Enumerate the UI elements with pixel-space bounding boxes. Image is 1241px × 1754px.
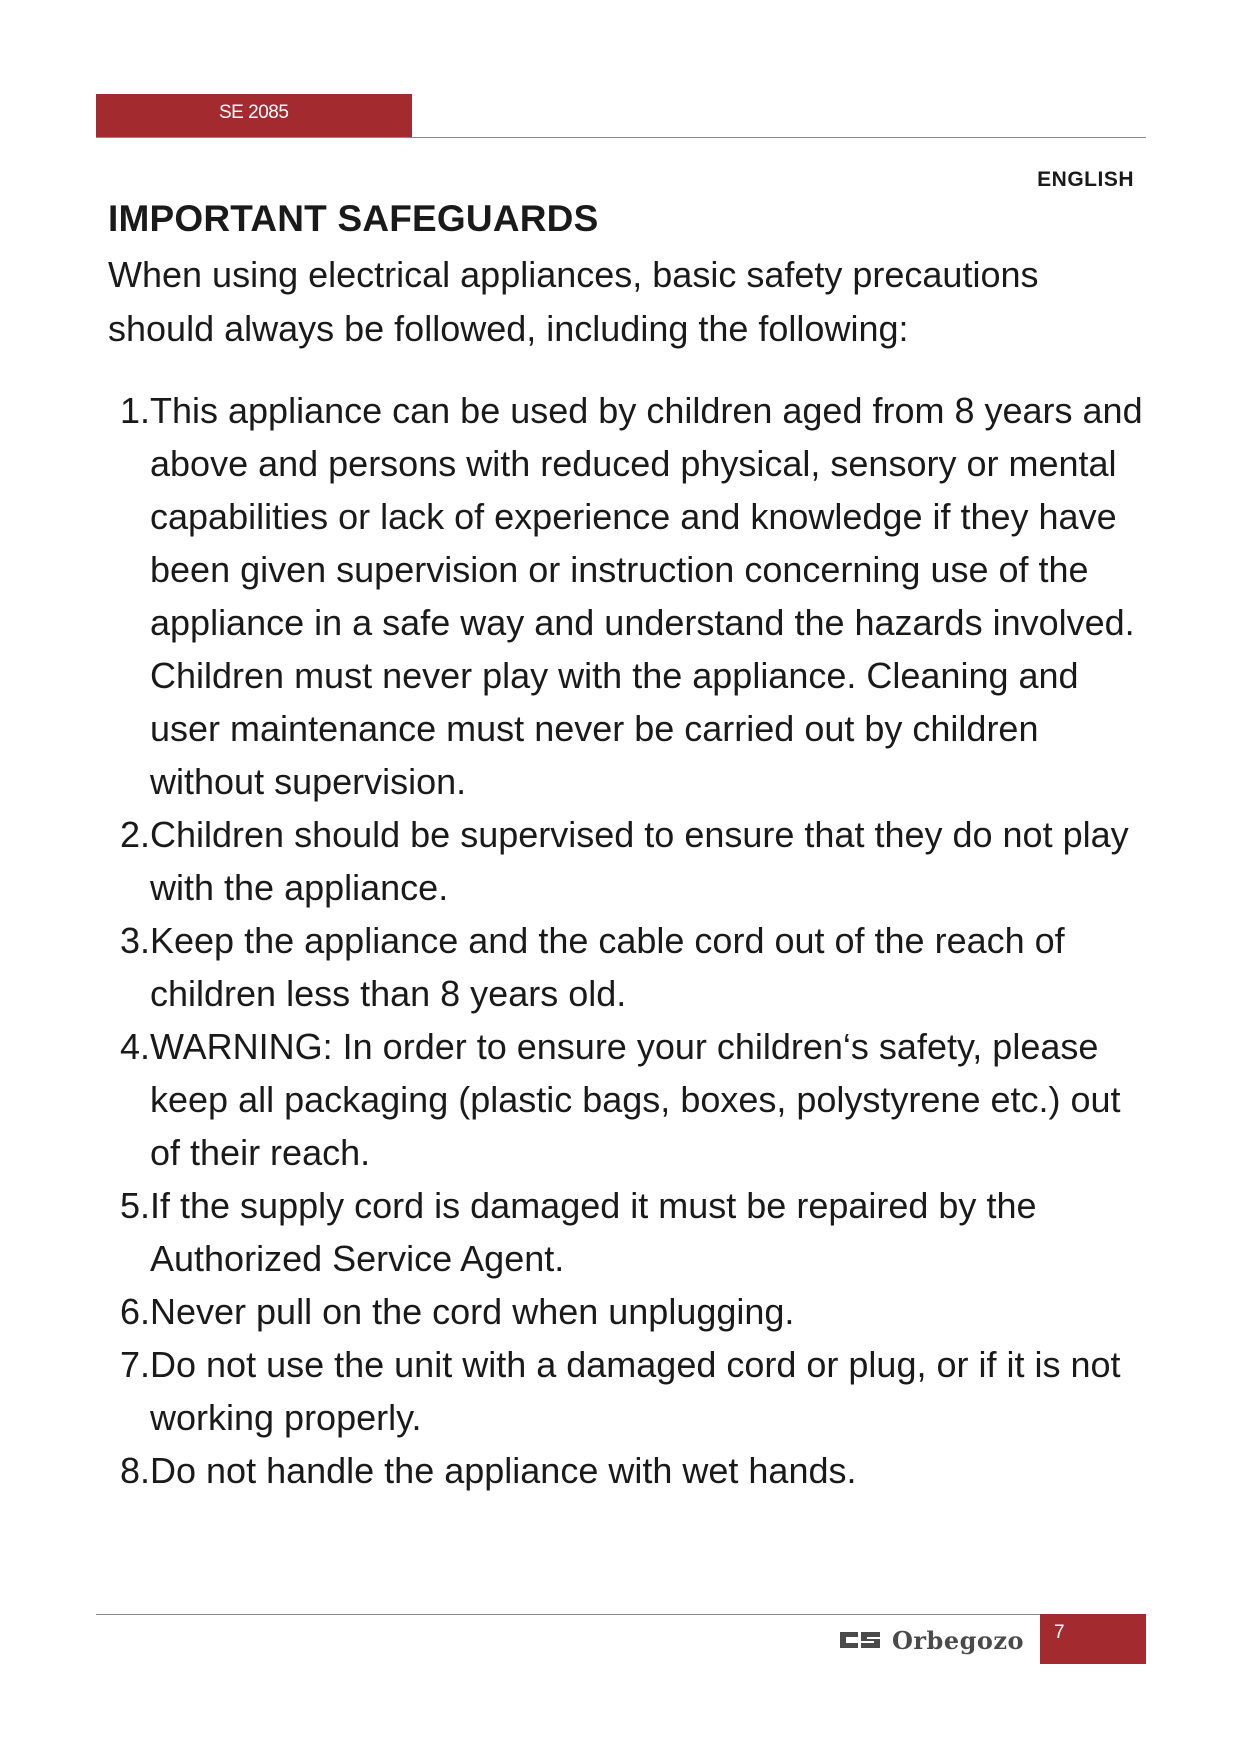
header-rule xyxy=(96,137,1146,138)
list-item xyxy=(108,808,1148,914)
list-item-text: Never pull on the cord when unplugging. xyxy=(150,1291,795,1332)
language-label: ENGLISH xyxy=(1037,168,1134,191)
list-item-text: If the supply cord is damaged it must be repaired by the Authorized Service Agent. xyxy=(150,1185,1037,1279)
section-title: IMPORTANT SAFEGUARDS xyxy=(108,198,599,239)
list-item-number: 3. xyxy=(119,920,150,961)
list-item-text: Do not use the unit with a damaged cord or plug, or if it is not working properly. xyxy=(150,1344,1121,1438)
brand-name: Orbegozo xyxy=(892,1625,1025,1655)
safeguards-list xyxy=(108,384,1148,1497)
model-number: SE 2085 xyxy=(219,102,289,123)
list-item-number: 1. xyxy=(119,390,150,431)
model-tab xyxy=(96,94,412,137)
page-number-box xyxy=(1040,1614,1146,1664)
list-item-text: Do not handle the appliance with wet hands. xyxy=(150,1450,857,1491)
list-item-number: 2. xyxy=(119,814,150,855)
list-item xyxy=(108,1020,1148,1179)
list-item xyxy=(108,1444,1148,1497)
list-item xyxy=(108,914,1148,1020)
list-item-text: Children should be supervised to ensure that they do not play with the appliance. xyxy=(150,814,1129,908)
list-item-text: WARNING: In order to ensure your children‘s safety, please keep all packaging (plastic bags, boxes, polystyrene etc.) out of their reach. xyxy=(150,1026,1121,1173)
list-item xyxy=(108,1179,1148,1285)
list-item-number: 4. xyxy=(119,1026,150,1067)
list-item xyxy=(108,1338,1148,1444)
intro-paragraph: When using electrical appliances, basic safety precautions should always be followed, including the following: xyxy=(108,254,1039,349)
list-item-number: 6. xyxy=(119,1291,150,1332)
list-item xyxy=(108,384,1148,808)
list-item xyxy=(108,1285,1148,1338)
list-item-text: Keep the appliance and the cable cord out of the reach of children less than 8 years old. xyxy=(150,920,1065,1014)
footer-rule xyxy=(96,1614,1146,1615)
list-item-number: 5. xyxy=(119,1185,150,1226)
page-number: 7 xyxy=(1054,1622,1065,1643)
list-item-text: This appliance can be used by children aged from 8 years and above and persons with reduced physical, sensory or mental capabilities or lack of experience and knowledge if they have been given supervision or instruction concerning use of the appliance in a safe way and understand the hazards involved. Children must never play with the appliance. Cleaning and user maintenance must never be carried out by children without supervision. xyxy=(150,390,1143,802)
brand-logo xyxy=(838,1620,1038,1660)
orbegozo-logo-icon xyxy=(838,1629,882,1651)
list-item-number: 7. xyxy=(119,1344,150,1385)
list-item-number: 8. xyxy=(119,1450,150,1491)
